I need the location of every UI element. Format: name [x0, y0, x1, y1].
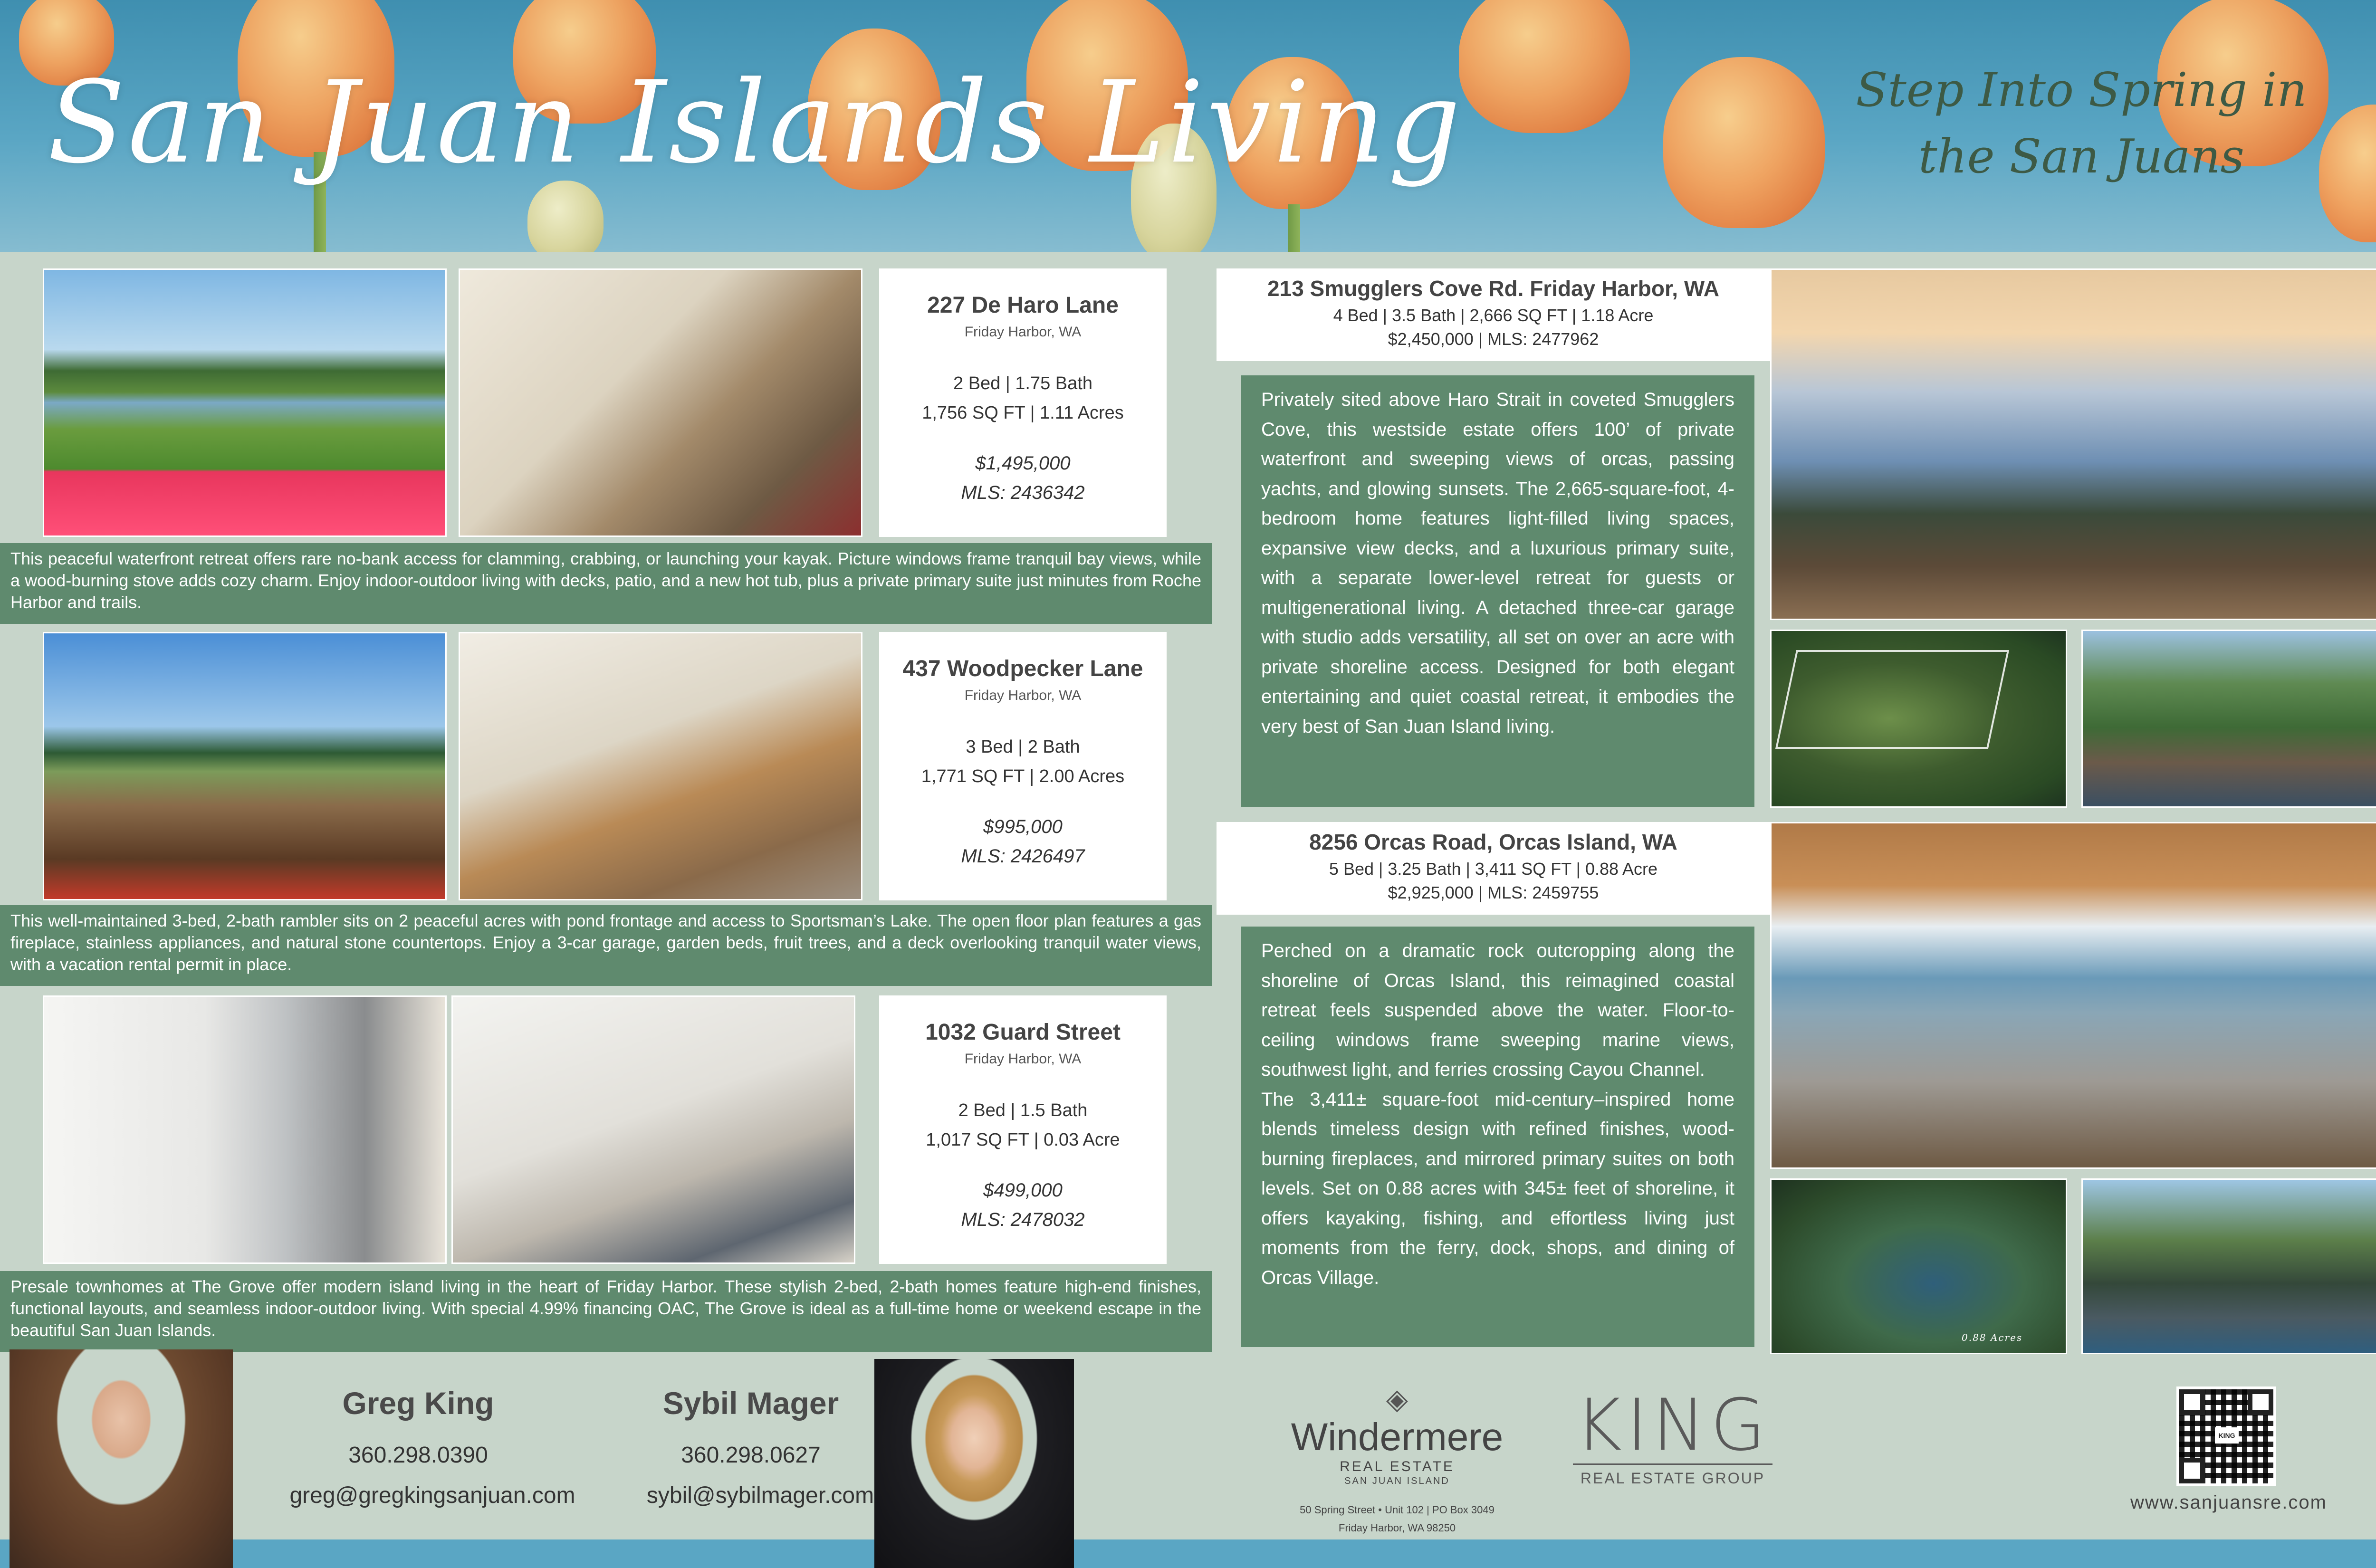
listing-photo-living-room [451, 995, 855, 1264]
listing-price-block [879, 449, 1167, 507]
listing-photo-deck [43, 632, 447, 900]
qr-eye [2248, 1389, 2273, 1415]
listing-photo-shoreline [2081, 630, 2376, 808]
listing-address: 437 Woodpecker Lane [902, 656, 1143, 681]
listing-description: Privately sited above Haro Strait in coveted Smugglers Cove, this westside estate offers 100’ of private waterfront and sweeping views of orcas, passing yachts, and glowing sunsets. The 2,665-square-foot, 4-bedroom home features light-filled living spaces, expansive view decks, and a luxurious primary suite, with a separate lower-level retreat for guests or multigenerational living. A detached three-car garage with studio adds versatility, all set on over an acre with private shoreline access. Designed for both elegant entertaining and quiet coastal retreat, it embodies the very best of San Juan Island living. [1241, 375, 1754, 807]
listing-description-paragraph-2: The 3,411± square-foot mid-century–inspired home blends timeless design with refined finishes, wood-burning fireplaces, and mirrored primary suites on both levels. Set on 0.88 acres with 345± feet of shoreline, it offers kayaking, fishing, and effortless living just moments from the ferry, dock, shops, and dining of Orcas Village. [1261, 1089, 1734, 1288]
listing-price: $499,000 [983, 1180, 1063, 1201]
listing-size: 1,017 SQ FT | 0.03 Acre [926, 1130, 1120, 1150]
tulip-decoration [1459, 0, 1630, 133]
listing-photo-living-room [459, 268, 862, 537]
listing-info-card [879, 632, 1167, 900]
listing-info-card [879, 995, 1167, 1264]
qr-eye [2179, 1458, 2205, 1483]
agent-photo-greg [10, 1349, 233, 1568]
lot-boundary-outline [1775, 650, 2009, 749]
listing-address: 213 Smugglers Cove Rd. Friday Harbor, WA [1267, 276, 1719, 301]
listing-description: This peaceful waterfront retreat offers rare no-bank access for clamming, crabbing, or launching your kayak. Picture windows frame tranquil bay views, while a wood-burning stove adds cozy charm. Enjoy indoor-outdoor living with decks, patio, and a new hot tub, plus a private primary suite just minutes from Roche Harbor and trails. [0, 543, 1212, 624]
website-link[interactable]: www.sanjuansre.com [2130, 1492, 2327, 1513]
tulip-decoration [527, 181, 604, 252]
listing-photo-house-exterior [2081, 1178, 2376, 1354]
agent-photo-sybil [874, 1359, 1074, 1568]
brokerage-address-line2: Friday Harbor, WA 98250 [1338, 1522, 1456, 1534]
qr-center-label: KING [2215, 1427, 2239, 1444]
listing-beds-baths: 2 Bed | 1.5 Bath [958, 1100, 1088, 1120]
agent-phone: 360.298.0627 [681, 1443, 821, 1468]
brokerage-address-line1: 50 Spring Street • Unit 102 | PO Box 3049 [1300, 1504, 1495, 1516]
listing-price-mls: $2,925,000 | MLS: 2459755 [1388, 883, 1599, 902]
listing-header-card [1217, 822, 1770, 915]
listing-price-block [879, 812, 1167, 871]
listing-photo-deck-sunset [1770, 268, 2376, 620]
agent-email: greg@gregkingsanjuan.com [289, 1483, 575, 1508]
listing-specs [879, 1096, 1167, 1155]
header-banner [0, 0, 2376, 252]
stem-decoration [1288, 204, 1300, 252]
listing-mls: MLS: 2426497 [961, 846, 1085, 867]
listing-info-card [879, 268, 1167, 537]
listing-photo-great-room [1770, 822, 2376, 1169]
listing-city: Friday Harbor, WA [964, 688, 1082, 703]
listing-photo-living-room [459, 632, 862, 900]
listing-price: $1,495,000 [975, 453, 1071, 474]
listing-price-block [879, 1176, 1167, 1234]
brokerage-name: Windermere [1291, 1415, 1504, 1459]
group-name: KING [1575, 1384, 1771, 1467]
listing-size: 1,771 SQ FT | 2.00 Acres [921, 766, 1125, 786]
listing-size: 1,756 SQ FT | 1.11 Acres [922, 403, 1124, 423]
qr-code-icon[interactable] [2176, 1386, 2276, 1486]
listing-specs: 5 Bed | 3.25 Bath | 3,411 SQ FT | 0.88 Acre [1329, 859, 1658, 879]
brokerage-line1: REAL ESTATE [1340, 1459, 1455, 1474]
listing-mls: MLS: 2436342 [961, 482, 1085, 503]
listing-photo-aerial [1770, 630, 2067, 808]
listing-beds-baths: 2 Bed | 1.75 Bath [953, 373, 1092, 393]
listing-description: Presale townhomes at The Grove offer modern island living in the heart of Friday Harbor. These stylish 2-bed, 2-bath homes feature high-end finishes, functional layouts, and seamless indoor-outdoor living. With special 4.99% financing OAC, The Grove is ideal as a full-time home or weekend escape in the beautiful San Juan Islands. [0, 1271, 1212, 1352]
footer-band [0, 1539, 2376, 1568]
brokerage-address [1283, 1501, 1511, 1537]
agent-name: Greg King [342, 1386, 494, 1421]
listing-specs [879, 369, 1167, 428]
listing-address: 1032 Guard Street [925, 1020, 1121, 1045]
listing-photo-aerial [1770, 1178, 2067, 1354]
listing-mls: MLS: 2478032 [961, 1209, 1085, 1230]
tagline-line-2: the San Juans [1918, 130, 2244, 184]
listing-header-card [1217, 268, 1770, 361]
listing-address: 227 De Haro Lane [927, 293, 1119, 318]
tagline-line-1: Step Into Spring in [1856, 63, 2307, 117]
windermere-logo [1283, 1383, 1511, 1537]
listing-city: Friday Harbor, WA [964, 1051, 1082, 1067]
listing-specs [879, 732, 1167, 791]
listing-city: Friday Harbor, WA [964, 324, 1082, 340]
listing-photo-kitchen [43, 995, 447, 1264]
tagline [1796, 57, 2366, 190]
group-sub: REAL ESTATE GROUP [1573, 1463, 1772, 1487]
listing-specs: 4 Bed | 3.5 Bath | 2,666 SQ FT | 1.18 Acre [1333, 306, 1654, 325]
aerial-acres-label: 0.88 Acres [1962, 1332, 2023, 1343]
listing-photo-waterfront [43, 268, 447, 537]
brokerage-line2: SAN JUAN ISLAND [1344, 1476, 1450, 1486]
agent-name: Sybil Mager [662, 1386, 839, 1421]
listing-beds-baths: 3 Bed | 2 Bath [966, 737, 1080, 757]
agent-email: sybil@sybilmager.com [646, 1483, 874, 1508]
listing-description [1241, 927, 1754, 1347]
listing-price-mls: $2,450,000 | MLS: 2477962 [1388, 329, 1599, 349]
page-title: San Juan Islands Living [48, 57, 1464, 189]
king-group-logo [1563, 1384, 1782, 1487]
qr-eye [2179, 1389, 2205, 1415]
listing-address: 8256 Orcas Road, Orcas Island, WA [1309, 830, 1677, 854]
listing-description: This well-maintained 3-bed, 2-bath rambler sits on 2 peaceful acres with pond frontage and access to Sportsman’s Lake. The open floor plan features a gas fireplace, stainless appliances, and natural stone countertops. Enjoy a 3-car garage, garden beds, fruit trees, and a deck overlooking tranquil water views, with a vacation rental permit in place. [0, 905, 1212, 986]
listing-price: $995,000 [983, 816, 1063, 837]
listing-description-paragraph-1: Perched on a dramatic rock outcropping along the shoreline of Orcas Island, this reimagined coastal retreat feels suspended above the water. Floor-to-ceiling windows frame sweeping marine views, southwest light, and ferries crossing Cayou Channel. [1261, 940, 1734, 1080]
windermere-w-icon: ◈ [1386, 1383, 1408, 1415]
agent-phone: 360.298.0390 [348, 1443, 488, 1468]
